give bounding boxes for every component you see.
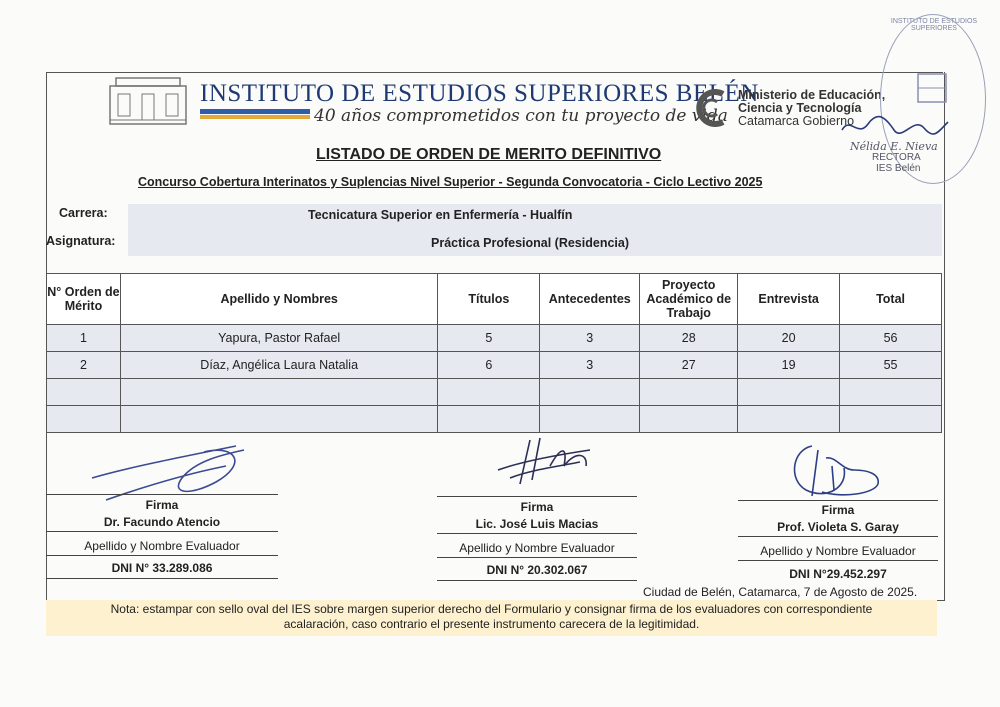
name-line-1 <box>46 531 278 532</box>
brand-stripe-gold <box>200 115 310 119</box>
document-title: LISTADO DE ORDEN DE MERITO DEFINITIVO <box>316 146 662 163</box>
cell-titulos: 5 <box>438 325 540 352</box>
institute-name: INSTITUTO DE ESTUDIOS SUPERIORES BELÉN <box>200 80 759 107</box>
firma-label-2: Firma <box>520 500 554 514</box>
evaluator-2-dni: DNI N° 20.302.067 <box>486 563 588 577</box>
name-line-2 <box>437 533 637 534</box>
evaluator-1-dni: DNI N° 33.289.086 <box>111 561 213 575</box>
cell-proyecto: 27 <box>640 352 738 379</box>
institute-slogan: 40 años comprometidos con tu proyecto de vida <box>314 106 728 126</box>
header-total: Total <box>840 274 942 325</box>
place-date: Ciudad de Belén, Catamarca, 7 de Agosto de 2025. <box>643 585 918 599</box>
cell-empty <box>640 379 738 406</box>
note-line-1: Nota: estampar con sello oval del IES sobre margen superior derecho del Formulario y consignar firma de los evaluadores con correspondiente <box>110 602 873 616</box>
cell-total: 55 <box>840 352 942 379</box>
evaluator-3-name: Prof. Violeta S. Garay <box>777 520 899 534</box>
table-row-empty <box>47 379 942 406</box>
seal-emblem-icon <box>912 68 952 108</box>
header-nombres: Apellido y Nombres <box>120 274 437 325</box>
evaluator-1-name: Dr. Facundo Atencio <box>103 515 221 529</box>
cell-empty <box>640 406 738 433</box>
dni-line-1 <box>46 578 278 579</box>
cell-nombre: Yapura, Pastor Rafael <box>120 325 437 352</box>
cell-titulos: 6 <box>438 352 540 379</box>
role-line-3 <box>738 560 938 561</box>
document-subtitle: Concurso Cobertura Interinatos y Suplencias Nivel Superior - Segunda Convocatoria - Ciclo Lectivo 2025 <box>138 175 763 189</box>
carrera-value: Tecnicatura Superior en Enfermería - Hualfín <box>308 208 573 222</box>
table-row-empty <box>47 406 942 433</box>
cell-empty <box>840 406 942 433</box>
signature-line-1 <box>46 494 278 495</box>
table-header-row <box>47 274 942 325</box>
cell-antecedentes: 3 <box>540 325 640 352</box>
merit-table <box>46 273 942 433</box>
cell-empty <box>540 406 640 433</box>
cell-entrevista: 20 <box>738 325 840 352</box>
evaluator-3-signature <box>782 440 892 504</box>
ministry-line-3: Catamarca Gobierno <box>738 114 855 128</box>
header-titulos: Títulos <box>438 274 540 325</box>
ministry-line-2: Ciencia y Tecnología <box>738 101 862 115</box>
rector-org: IES Belén <box>876 163 921 174</box>
evaluator-3-role: Apellido y Nombre Evaluador <box>760 544 916 558</box>
cell-empty <box>120 379 437 406</box>
role-line-1 <box>46 555 278 556</box>
cell-antecedentes: 3 <box>540 352 640 379</box>
institute-building-logo <box>108 76 188 126</box>
cell-empty <box>438 406 540 433</box>
cell-orden: 1 <box>47 325 121 352</box>
ministry-line-1: Ministerio de Educación, <box>738 88 886 102</box>
cell-empty <box>840 379 942 406</box>
evaluator-2-signature <box>490 436 600 492</box>
evaluator-2-role: Apellido y Nombre Evaluador <box>459 541 615 555</box>
cell-empty <box>438 379 540 406</box>
role-line-2 <box>437 557 637 558</box>
rector-role: RECTORA <box>872 152 921 163</box>
table-row <box>47 352 942 379</box>
dni-line-2 <box>437 580 637 581</box>
cell-empty <box>47 406 121 433</box>
cell-entrevista: 19 <box>738 352 840 379</box>
cell-total: 56 <box>840 325 942 352</box>
seal-text: INSTITUTO DE ESTUDIOS SUPERIORES <box>890 18 978 32</box>
cell-empty <box>540 379 640 406</box>
evaluator-3-dni: DNI N°29.452.297 <box>789 567 887 581</box>
brand-stripe-blue <box>200 109 310 114</box>
firma-label-3: Firma <box>821 503 855 517</box>
header-proyecto: Proyecto Académico de Trabajo <box>640 274 738 325</box>
footer-note <box>46 600 937 636</box>
signature-line-3 <box>738 500 938 501</box>
cell-proyecto: 28 <box>640 325 738 352</box>
cell-empty <box>120 406 437 433</box>
evaluator-1-role: Apellido y Nombre Evaluador <box>84 539 240 553</box>
header-entrevista: Entrevista <box>738 274 840 325</box>
cell-orden: 2 <box>47 352 121 379</box>
cell-empty <box>738 379 840 406</box>
cell-nombre: Díaz, Angélica Laura Natalia <box>120 352 437 379</box>
note-line-2: acalaración, caso contrario el presente instrumento carecera de la legitimidad. <box>283 617 700 631</box>
asignatura-value: Práctica Profesional (Residencia) <box>431 236 629 250</box>
cell-empty <box>47 379 121 406</box>
ministry-logo-icon <box>693 88 733 128</box>
table-row <box>47 325 942 352</box>
cell-empty <box>738 406 840 433</box>
carrera-label: Carrera: <box>59 206 108 220</box>
rector-signature <box>838 112 953 142</box>
signature-line-2 <box>437 496 637 497</box>
rector-name: Nélida E. Nieva <box>850 140 938 153</box>
firma-label-1: Firma <box>145 498 179 512</box>
name-line-3 <box>738 536 938 537</box>
header-orden: N° Orden de Mérito <box>47 274 121 325</box>
header-antecedentes: Antecedentes <box>540 274 640 325</box>
evaluator-2-name: Lic. José Luis Macias <box>475 517 599 531</box>
asignatura-label: Asignatura: <box>46 234 116 248</box>
